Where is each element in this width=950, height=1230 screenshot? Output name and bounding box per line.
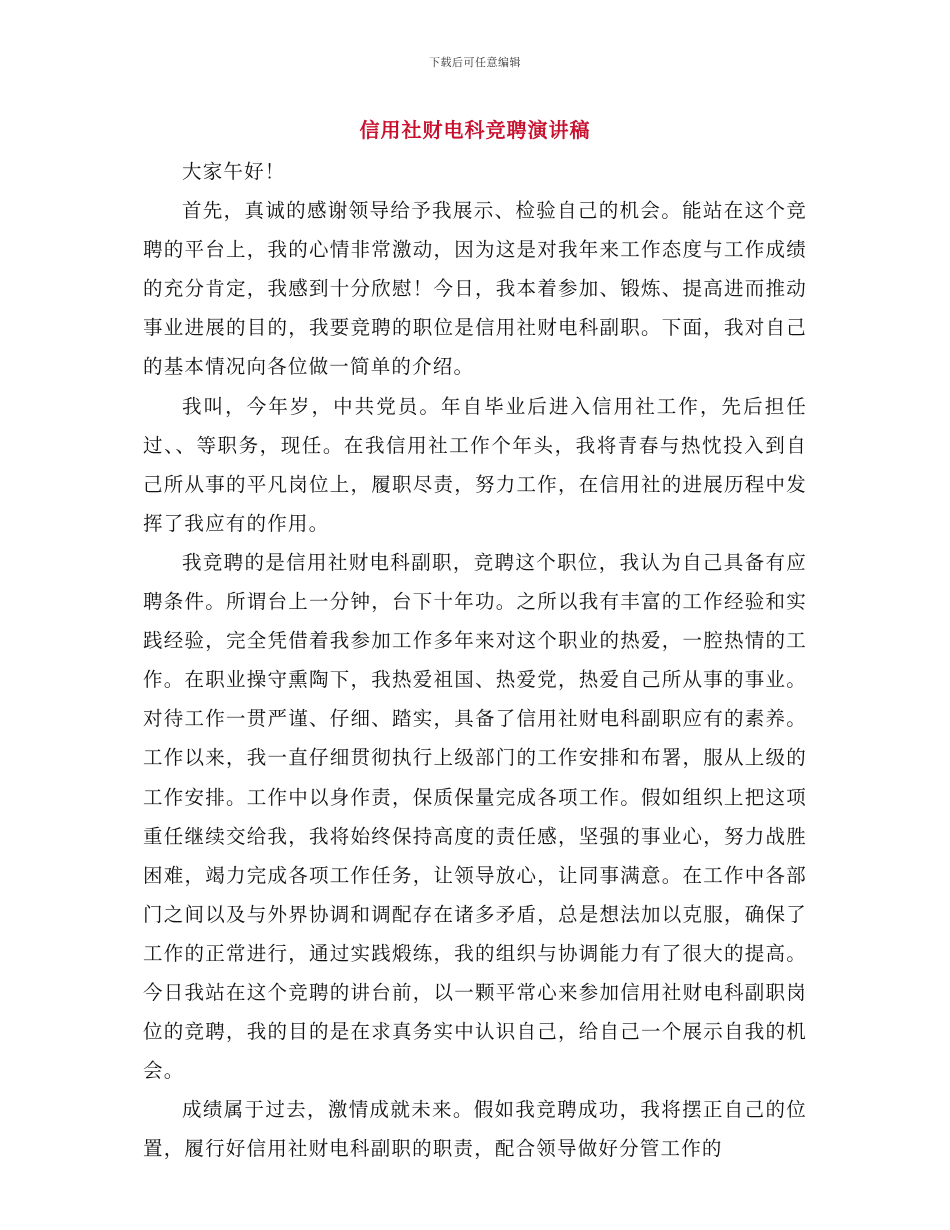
- body-paragraph: 首先，真诚的感谢领导给予我展示、检验自己的机会。能站在这个竞聘的平台上，我的心情非常激动，因为这是对我年来工作态度与工作成绩的充分肯定，我感到十分欣慰！今日，我本着参加、锻炼、提高进而推动事业进展的目的，我要竞聘的职位是信用社财电科副职。下面，我对自己的基本情况向各位做一简单的介绍。: [143, 199, 807, 379]
- document-title: 信用社财电科竞聘演讲稿: [359, 118, 591, 142]
- document-body: [143, 152, 807, 1168]
- body-paragraph: 我叫，今年岁，中共党员。年自毕业后进入信用社工作，先后担任过、、等职务，现任。在我信用社工作个年头，我将青春与热忱投入到自己所从事的平凡岗位上，履职尽责，努力工作，在信用社的进展历程中发挥了我应有的作用。: [143, 394, 807, 535]
- body-paragraph: 我竞聘的是信用社财电科副职，竞聘这个职位，我认为自己具备有应聘条件。所谓台上一分钟，台下十年功。之所以我有丰富的工作经验和实践经验，完全凭借着我参加工作多年来对这个职业的热爱，一腔热情的工作。在职业操守熏陶下，我热爱祖国、热爱党，热爱自己所从事的事业。对待工作一贯严谨、仔细、踏实，具备了信用社财电科副职应有的素养。工作以来，我一直仔细贯彻执行上级部门的工作安排和布署，服从上级的工作安排。工作中以身作责，保质保量完成各项工作。假如组织上把这项重任继续交给我，我将始终保持高度的责任感，坚强的事业心，努力战胜困难，竭力完成各项工作任务，让领导放心，让同事满意。在工作中各部门之间以及与外界协调和调配存在诸多矛盾，总是想法加以克服，确保了工作的正常进行，通过实践煅练，我的组织与协调能力有了很大的提高。今日我站在这个竞聘的讲台前，以一颗平常心来参加信用社财电科副职岗位的竞聘，我的目的是在求真务实中认识自己，给自己一个展示自我的机会。: [143, 550, 807, 1083]
- greeting-paragraph: 大家午好！: [182, 160, 286, 183]
- body-paragraph: 成绩属于过去，激情成就未来。假如我竞聘成功，我将摆正自己的位置，履行好信用社财电科副职的职责，配合领导做好分管工作的: [143, 1098, 807, 1161]
- header-note: 下载后可任意编辑: [429, 56, 521, 69]
